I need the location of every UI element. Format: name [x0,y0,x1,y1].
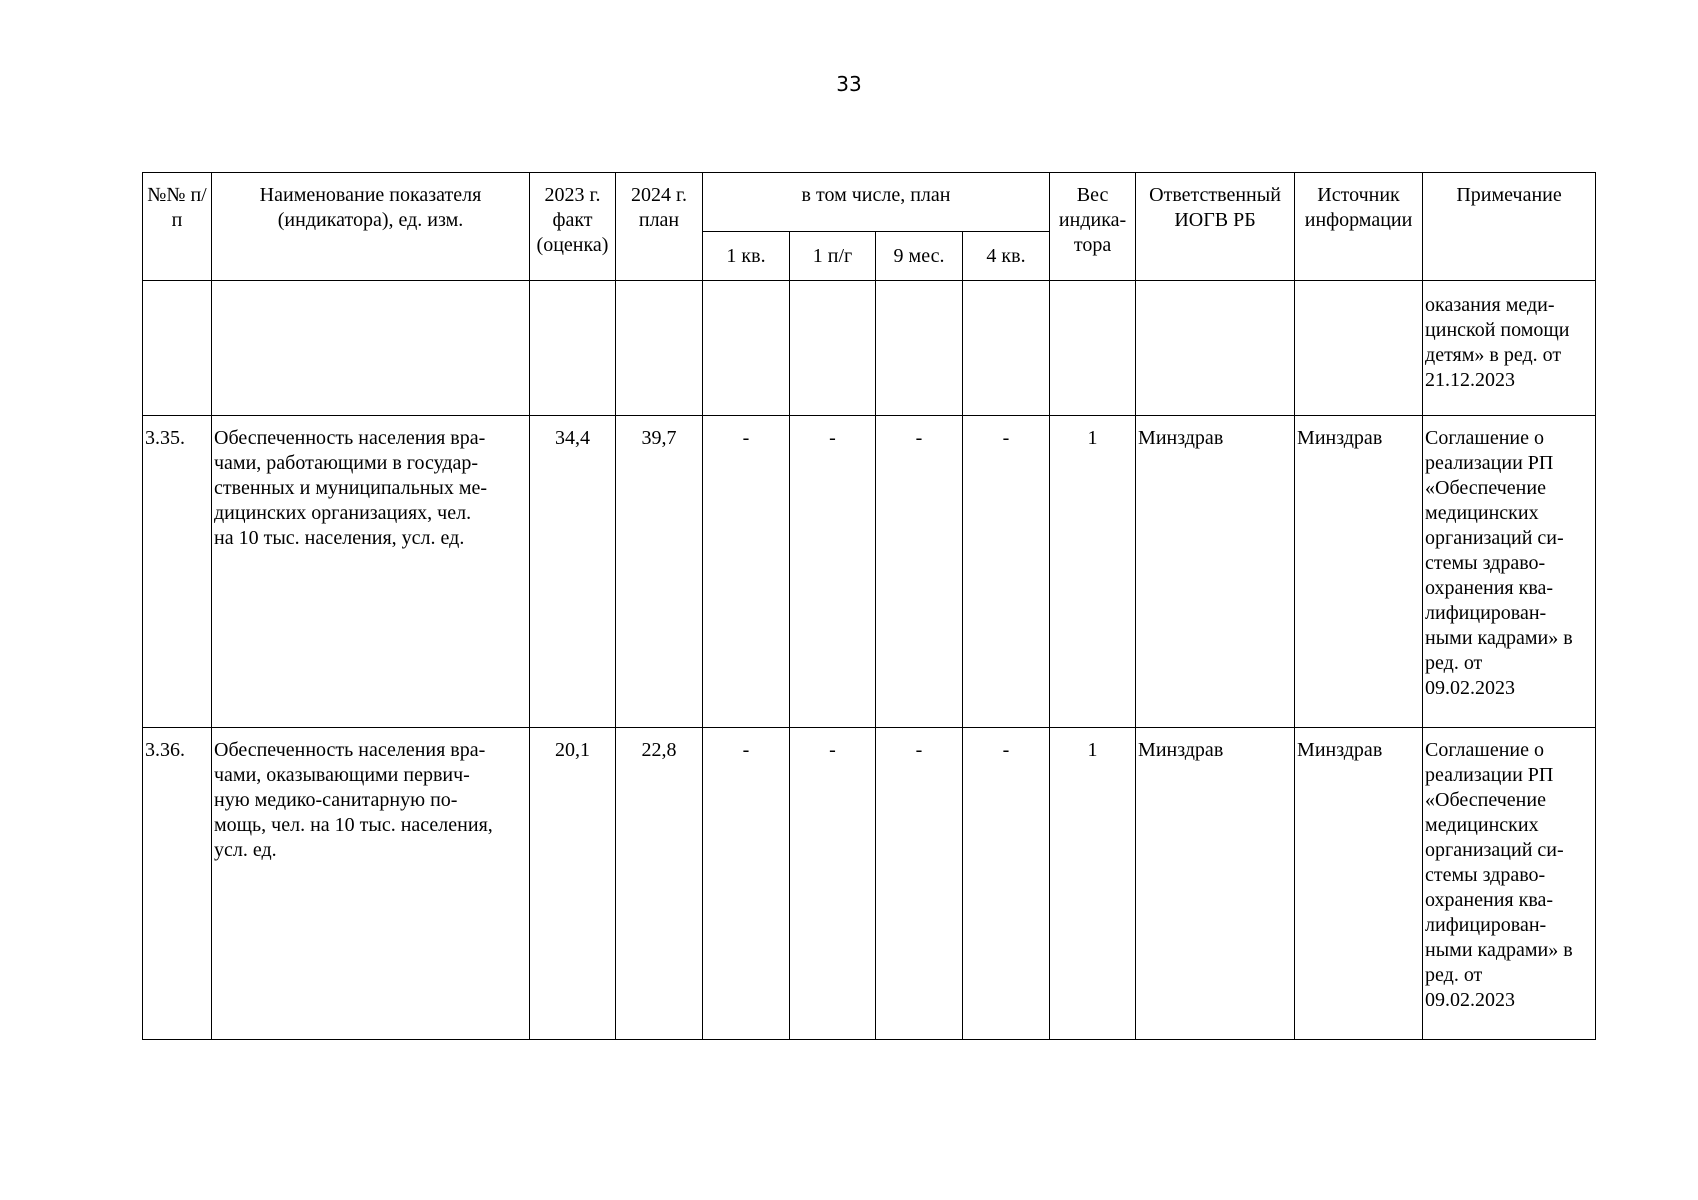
row-fact-2023: 20,1 [530,728,616,1040]
row-weight: 1 [1050,416,1136,728]
table-header [143,173,1596,281]
row-name: Обеспеченность населения вра- чами, работающими в государ- ственных и муниципальных ме- дицинских организациях, чел. на 10 тыс. населения, усл. ед. [212,416,530,728]
row-name: Обеспеченность населения вра- чами, оказывающими первич- ную медико-санитарную по- мощь, чел. на 10 тыс. населения, усл. ед. [212,728,530,1040]
row-note: Соглашение о реализации РП «Обеспечение медицинских организаций си- стемы здраво- охранения ква- лифицирован- ными кадрами» в ред. от 09.02.2023 [1423,416,1596,728]
header-fact-2023: 2023 г. факт (оценка) [530,173,616,281]
table-row-continuation [143,281,1596,416]
header-q4: 4 кв. [963,232,1050,281]
continuation-note: оказания меди- цинской помощи детям» в ред. от 21.12.2023 [1423,281,1596,416]
row-h1: - [790,416,876,728]
row-q4: - [963,416,1050,728]
header-plan-2024: 2024 г. план [616,173,703,281]
header-responsible: Ответственный ИОГВ РБ [1136,173,1295,281]
row-h1: - [790,728,876,1040]
row-num: 3.36. [143,728,212,1040]
row-num: 3.35. [143,416,212,728]
row-note: Соглашение о реализации РП «Обеспечение медицинских организаций си- стемы здраво- охранения ква- лифицирован- ными кадрами» в ред. от 09.02.2023 [1423,728,1596,1040]
header-source: Источник информации [1295,173,1423,281]
row-q4: - [963,728,1050,1040]
row-q1: - [703,416,790,728]
row-source: Минздрав [1295,728,1423,1040]
indicators-table [142,172,1596,1040]
header-name: Наименование показателя (индикатора), ед. изм. [212,173,530,281]
table-row [143,416,1596,728]
row-responsible: Минздрав [1136,416,1295,728]
table-row [143,728,1596,1040]
header-q1: 1 кв. [703,232,790,281]
row-fact-2023: 34,4 [530,416,616,728]
row-responsible: Минздрав [1136,728,1295,1040]
row-source: Минздрав [1295,416,1423,728]
row-weight: 1 [1050,728,1136,1040]
row-9-months: - [876,728,963,1040]
header-weight: Вес индика-тора [1050,173,1136,281]
row-q1: - [703,728,790,1040]
header-num: №№ п/п [143,173,212,281]
header-note: Примечание [1423,173,1596,281]
header-h1: 1 п/г [790,232,876,281]
row-plan-2024: 22,8 [616,728,703,1040]
row-plan-2024: 39,7 [616,416,703,728]
row-9-months: - [876,416,963,728]
header-including-plan: в том числе, план [703,173,1050,232]
page-number: 33 [836,72,862,96]
header-9-months: 9 мес. [876,232,963,281]
